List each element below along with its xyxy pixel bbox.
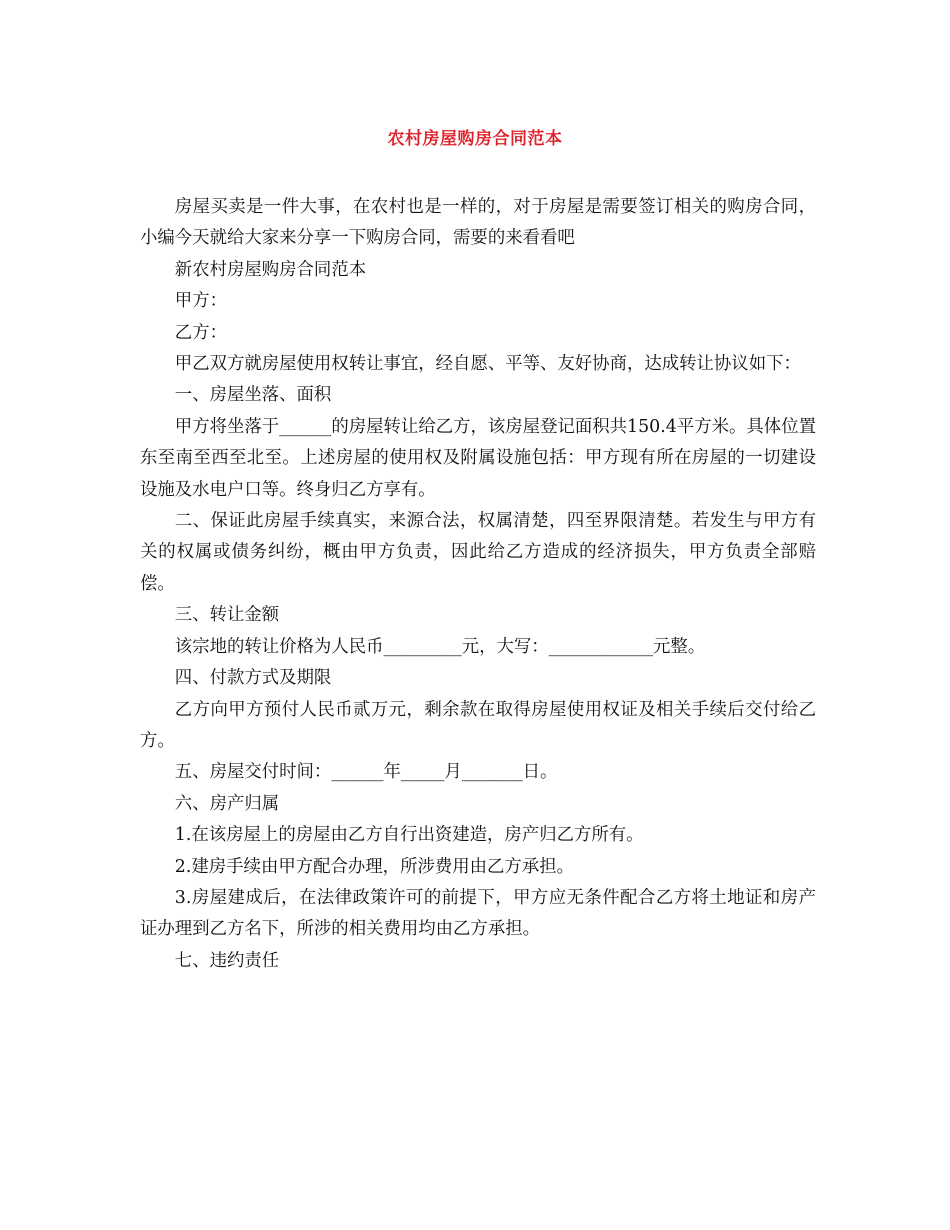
section-2-text: 二、保证此房屋手续真实，来源合法，权属清楚，四至界限清楚。若发生与甲方有关的权属或债务纠纷，概由甲方负责，因此给乙方造成的经济损失，甲方负责全部赔偿。 <box>140 511 816 594</box>
section-heading-3: 三、转让金额 <box>174 605 280 626</box>
section-heading-7: 七、违约责任 <box>174 950 280 971</box>
section-5-text: 五、房屋交付时间：______年_____月_______日。 <box>174 762 558 783</box>
section-1-text: 甲方将坐落于______的房屋转让给乙方，该房屋登记面积共150.4平方米。具体位置东至南至西至北至。上述房屋的使用权及附属设施包括：甲方现有所在房屋的一切建设设施及水电户口等。终身归乙方享有。 <box>140 416 816 500</box>
party-b-line: 乙方： <box>174 322 227 343</box>
section-heading-1: 一、房屋坐落、面积 <box>174 385 332 406</box>
contract-heading: 新农村房屋购房合同范本 <box>174 259 367 280</box>
section-heading-6: 六、房产归属 <box>174 793 280 814</box>
section-6-item-2: 2.建房手续由甲方配合办理，所涉费用由乙方承担。 <box>174 856 574 877</box>
agreement-preamble: 甲乙双方就房屋使用权转让事宜，经自愿、平等、友好协商，达成转让协议如下： <box>174 354 801 375</box>
section-6-item-1: 1.在该房屋上的房屋由乙方自行出资建造，房产归乙方所有。 <box>174 825 644 846</box>
section-4-text: 乙方向甲方预付人民币贰万元，剩余款在取得房屋使用权证及相关手续后交付给乙方。 <box>140 699 816 751</box>
section-3-text: 该宗地的转让价格为人民币_________元，大写：____________元整。 <box>174 636 706 657</box>
intro-paragraph: 房屋买卖是一件大事，在农村也是一样的，对于房屋是需要签订相关的购房合同，小编今天就给大家来分享一下购房合同，需要的来看看吧 <box>140 197 816 249</box>
section-6-item-3: 3.房屋建成后，在法律政策许可的前提下，甲方应无条件配合乙方将土地证和房产证办理到乙方名下，所涉的相关费用均由乙方承担。 <box>140 887 816 940</box>
party-a-line: 甲方： <box>174 291 227 312</box>
document-title: 农村房屋购房合同范本 <box>387 129 563 149</box>
section-heading-4: 四、付款方式及期限 <box>174 668 332 689</box>
document-body <box>140 192 816 977</box>
